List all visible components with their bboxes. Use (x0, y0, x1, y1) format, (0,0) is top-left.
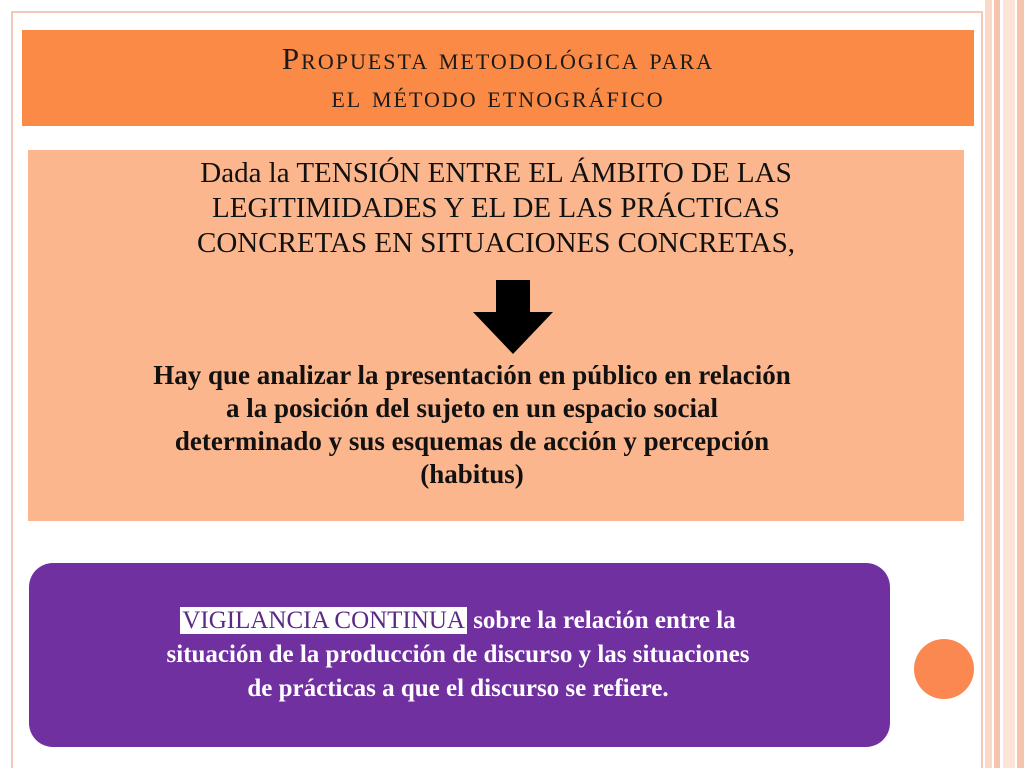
slide-title (22, 30, 974, 126)
decorative-stripe (1017, 0, 1024, 768)
vigilance-line-1: sobre la relación entre la (466, 607, 736, 634)
decorative-stripe (1003, 0, 1015, 768)
conclusion-line-1: Hay que analizar la presentación en público en relación (153, 360, 791, 390)
intro-text (28, 156, 964, 261)
conclusion-text (0, 359, 944, 491)
vigilance-text (0, 604, 916, 706)
decorative-circle (914, 639, 974, 699)
title-line-2: el método etnográfico (331, 79, 665, 114)
vigilance-line-2: situación de la producción de discurso y las situaciones (166, 641, 750, 668)
conclusion-line-4: (habitus) (420, 459, 524, 489)
intro-prefix: Dada la (200, 157, 297, 189)
decorative-stripe (985, 0, 992, 768)
down-arrow-icon (473, 280, 553, 354)
conclusion-line-3: determinado y sus esquemas de acción y percepción (174, 426, 770, 456)
intro-line-3: CONCRETAS EN SITUACIONES CONCRETAS, (197, 227, 795, 259)
vigilance-highlight: VIGILANCIA CONTINUA (182, 607, 465, 634)
title-line-1: Propuesta metodológica para (281, 41, 715, 76)
intro-line-1: TENSIÓN ENTRE EL ÁMBITO DE LAS (296, 157, 792, 189)
decorative-stripe (994, 0, 1000, 768)
intro-line-2: LEGITIMIDADES Y EL DE LAS PRÁCTICAS (212, 192, 780, 224)
vigilance-line-3: de prácticas a que el discurso se refiere. (247, 675, 669, 702)
conclusion-line-2: a la posición del sujeto en un espacio social (225, 393, 719, 423)
